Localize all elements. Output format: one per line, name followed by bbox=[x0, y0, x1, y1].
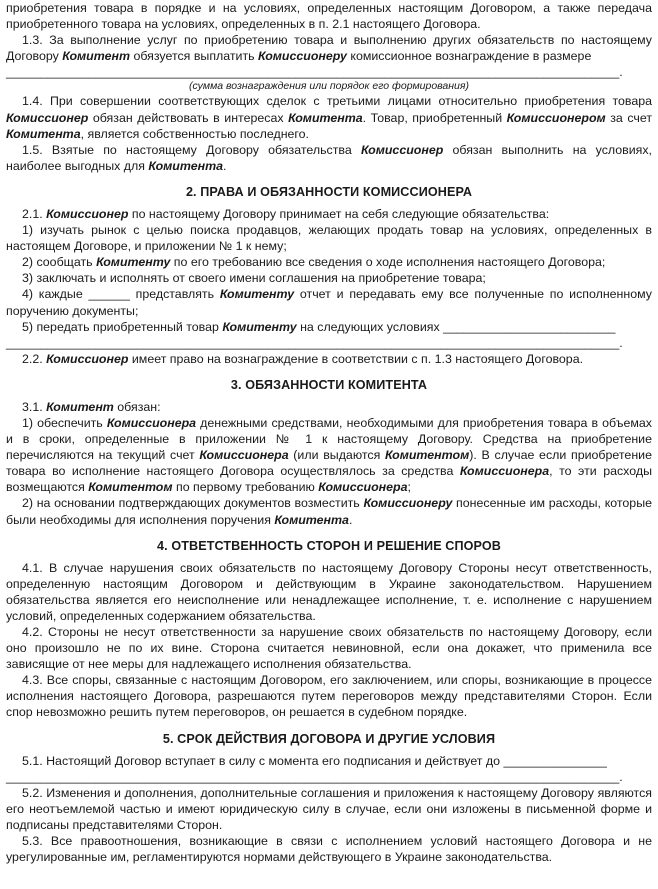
section-3-title: 3. ОБЯЗАННОСТИ КОМИТЕНТА bbox=[230, 377, 428, 392]
clause-5-1-blank: _________________________________________________________________________________________. bbox=[6, 769, 623, 784]
intro-paragraph: приобретения товара в порядке и на условиях, определенных настоящим Договором, а также передача приобретенного товара на условиях, определенных в п. 2.1 настоящего Договора. bbox=[6, 1, 652, 32]
clause-3-1-item-2: 2) на основании подтверждающих документов возместить Комиссионеру понесенные им расходы, которые были необходимы для исполнения поручения Комитента. bbox=[6, 496, 652, 527]
clause-3-1-item-1: 1) обеспечить Комиссионера денежными средствами, необходимыми для приобретения товара в объемах и в сроки, определенные в приложении № 1 к настоящему Договору. Средства на приобретение перечисляются на текущий счет Комиссионера (или выдаются Комитентом). В случае если приобретение товара во исполнение настоящего Договора осуществлялось за средства Комиссионера, то эти расходы возмещаются Комитентом по первому требованию Комиссионера; bbox=[6, 415, 652, 495]
clause-2-1: 2.1. Комиссионер по настоящему Договору принимает на себя следующие обязательства: bbox=[22, 206, 550, 221]
section-4-title: 4. ОТВЕТСТВЕННОСТЬ СТОРОН И РЕШЕНИЕ СПОРОВ bbox=[157, 538, 501, 553]
section-2-title: 2. ПРАВА И ОБЯЗАННОСТИ КОМИССИОНЕРА bbox=[185, 184, 473, 199]
clause-2-1-item-3: 3) заключать и исполнять от своего имени соглашения на приобретение товара; bbox=[22, 271, 486, 286]
clause-1-3-blank: _________________________________________________________________________________________. bbox=[6, 65, 623, 80]
clause-1-4: 1.4. При совершении соответствующих сделок с третьими лицами относительно приобретения товара Комиссионер обязан действовать в интересах Комитента. Товар, приобретенный Комиссионером за счет Комитента, является собственностью последнего. bbox=[6, 94, 652, 141]
clause-4-2: 4.2. Стороны не несут ответственности за нарушение своих обязательств по настоящему Договору, если оно произошло не по их вине. Сторона считается невиновной, если она докажет, что применила все зависящие от нее меры для надлежащего исполнения обязательства. bbox=[6, 625, 652, 672]
clause-2-1-item-4: 4) каждые ______ представлять Комитенту отчет и передавать ему все полученные по исполненному поручению документы; bbox=[6, 287, 652, 318]
section-5-title: 5. СРОК ДЕЙСТВИЯ ДОГОВОРА И ДРУГИЕ УСЛОВИЯ bbox=[162, 731, 496, 746]
clause-2-2: 2.2. Комиссионер имеет право на вознаграждение в соответствии с п. 1.3 настоящего Договора. bbox=[22, 351, 584, 366]
clause-1-3-hint: (сумма вознаграждения или порядок его формирования) bbox=[189, 80, 469, 93]
clause-1-3: 1.3. За выполнение услуг по приобретению товара и выполнению других обязательств по настоящему Договору Комитент обязуется выплатить Комиссионеру комиссионное вознаграждение в размере bbox=[6, 33, 652, 64]
clause-5-3: 5.3. Все правоотношения, возникающие в связи с исполнением условий настоящего Договора и не урегулированные им, регламентируются нормами действующего в Украине законодательства. bbox=[6, 834, 652, 865]
clause-3-1: 3.1. Комитент обязан: bbox=[22, 399, 161, 414]
clause-1-5: 1.5. Взятые по настоящему Договору обязательства Комиссионер обязан выполнить на условиях, наиболее выгодных для Комитента. bbox=[6, 142, 653, 173]
clause-2-1-item-5-blank: _________________________________________________________________________________________. bbox=[6, 335, 623, 350]
clause-2-1-item-1: 1) изучать рынок с целью поиска продавцов, желающих продать товар на условиях, определенных в настоящем Договоре, и приложении № 1 к нему; bbox=[6, 223, 652, 254]
clause-5-2: 5.2. Изменения и дополнения, дополнительные соглашения и приложения к настоящему Договору являются его неотъемлемой частью и имеют юридическую силу в случае, если они изложены в письменной форме и подписаны представителями Сторон. bbox=[6, 785, 652, 832]
clause-5-1: 5.1. Настоящий Договор вступает в силу с момента его подписания и действует до _______________ bbox=[22, 753, 607, 768]
clause-2-1-item-2: 2) сообщать Комитенту по его требованию все сведения о ходе исполнения настоящего Договора; bbox=[22, 255, 606, 270]
clause-2-1-item-5: 5) передать приобретенный товар Комитенту на следующих условиях _________________________ bbox=[22, 319, 616, 334]
clause-4-1: 4.1. В случае нарушения своих обязательств по настоящему Договору Стороны несут ответственность, определенную настоящим Договором и действующим в Украине законодательством. Нарушением обязательства является его неисполнение или ненадлежащее исполнение, т. е. исполнение с нарушением условий, определенных содержанием обязательства. bbox=[6, 560, 652, 623]
clause-4-3: 4.3. Все споры, связанные с настоящим Договором, его заключением, или споры, возникающие в процессе исполнения настоящего Договора, разрешаются путем переговоров между представителями Сторон. Если спор невозможно решить путем переговоров, он решается в судебном порядке. bbox=[6, 673, 652, 720]
